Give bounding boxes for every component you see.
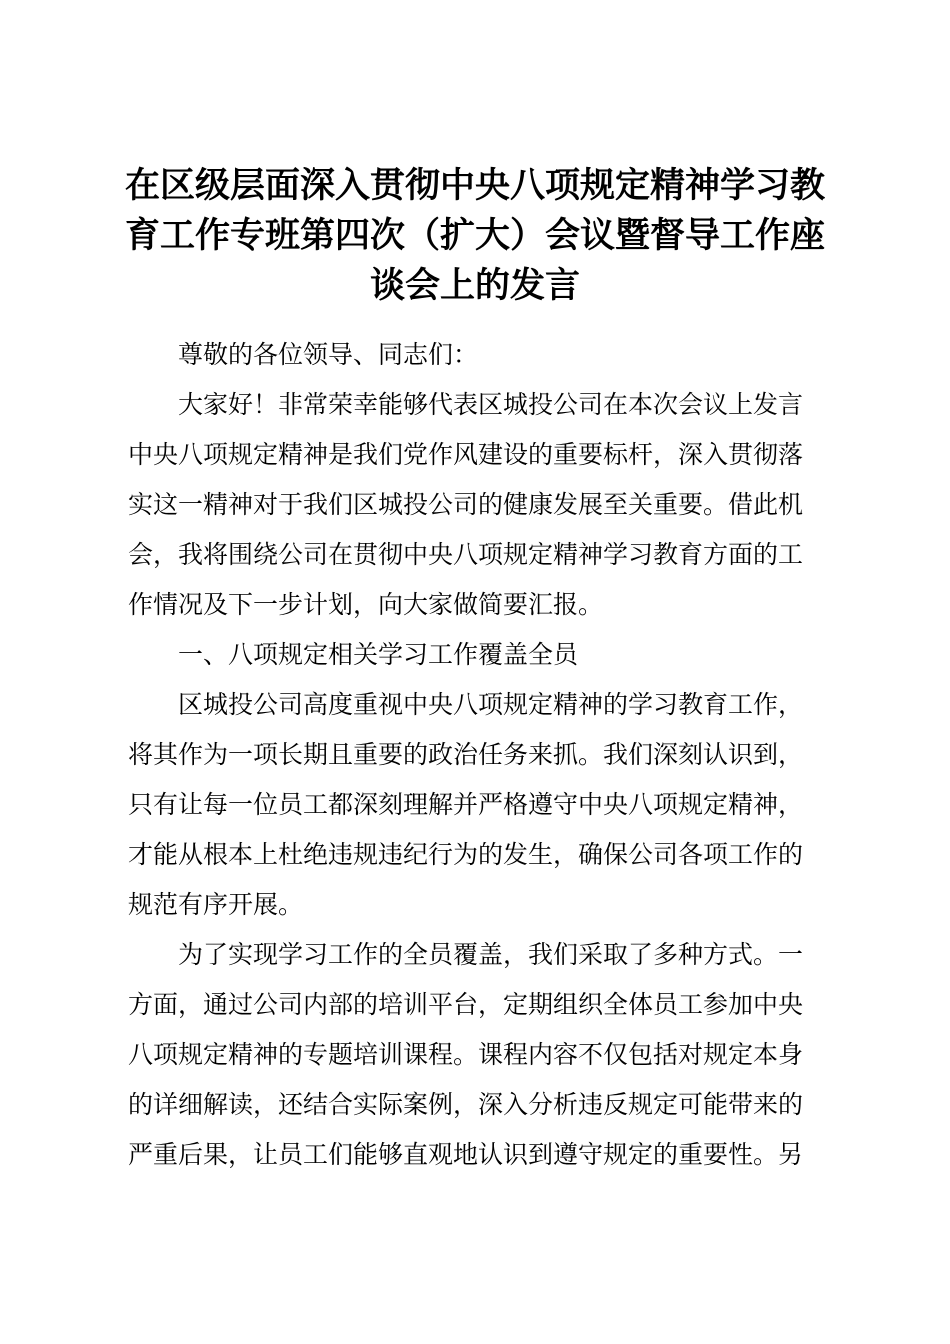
text-line: 严重后果，让员工们能够直观地认识到遵守规定的重要性。另	[128, 1140, 804, 1169]
text-line: 的详细解读，还结合实际案例，深入分析违反规定可能带来的	[128, 1090, 804, 1119]
salutation-text: 尊敬的各位领导、同志们：	[178, 340, 479, 369]
salutation	[128, 330, 833, 380]
text-line: 实这一精神对于我们区城投公司的健康发展至关重要。借此机	[128, 490, 804, 519]
text-line: 为了实现学习工作的全员覆盖，我们采取了多种方式。一	[178, 940, 804, 969]
text-line: 才能从根本上杜绝违规违纪行为的发生，确保公司各项工作的	[128, 840, 804, 869]
text-line: 会，我将围绕公司在贯彻中央八项规定精神学习教育方面的工	[128, 540, 804, 569]
text-line: 八项规定精神的专题培训课程。课程内容不仅包括对规定本身	[128, 1040, 804, 1069]
document-body	[128, 330, 833, 1180]
paragraph-coverage	[128, 930, 833, 1180]
paragraph-section-one	[128, 680, 833, 930]
title-line: 谈会上的发言	[369, 266, 580, 306]
text-line: 中央八项规定精神是我们党作风建设的重要标杆，深入贯彻落	[128, 440, 804, 469]
text-line: 将其作为一项长期且重要的政治任务来抓。我们深刻认识到，	[128, 740, 804, 769]
text-line: 只有让每一位员工都深刻理解并严格遵守中央八项规定精神，	[128, 790, 804, 819]
title-line: 育工作专班第四次（扩大）会议暨督导工作座	[124, 216, 825, 256]
paragraph-opening	[128, 380, 833, 630]
document-title	[120, 160, 830, 310]
text-line: 区城投公司高度重视中央八项规定精神的学习教育工作，	[178, 690, 804, 719]
section-heading-text: 一、八项规定相关学习工作覆盖全员	[178, 640, 579, 669]
text-line: 规范有序开展。	[128, 890, 304, 919]
text-line: 大家好！非常荣幸能够代表区城投公司在本次会议上发言	[178, 390, 804, 419]
section-heading	[128, 630, 833, 680]
title-line: 在区级层面深入贯彻中央八项规定精神学习教	[124, 166, 825, 206]
text-line: 方面，通过公司内部的培训平台，定期组织全体员工参加中央	[128, 990, 804, 1019]
text-line: 作情况及下一步计划，向大家做简要汇报。	[128, 590, 604, 619]
